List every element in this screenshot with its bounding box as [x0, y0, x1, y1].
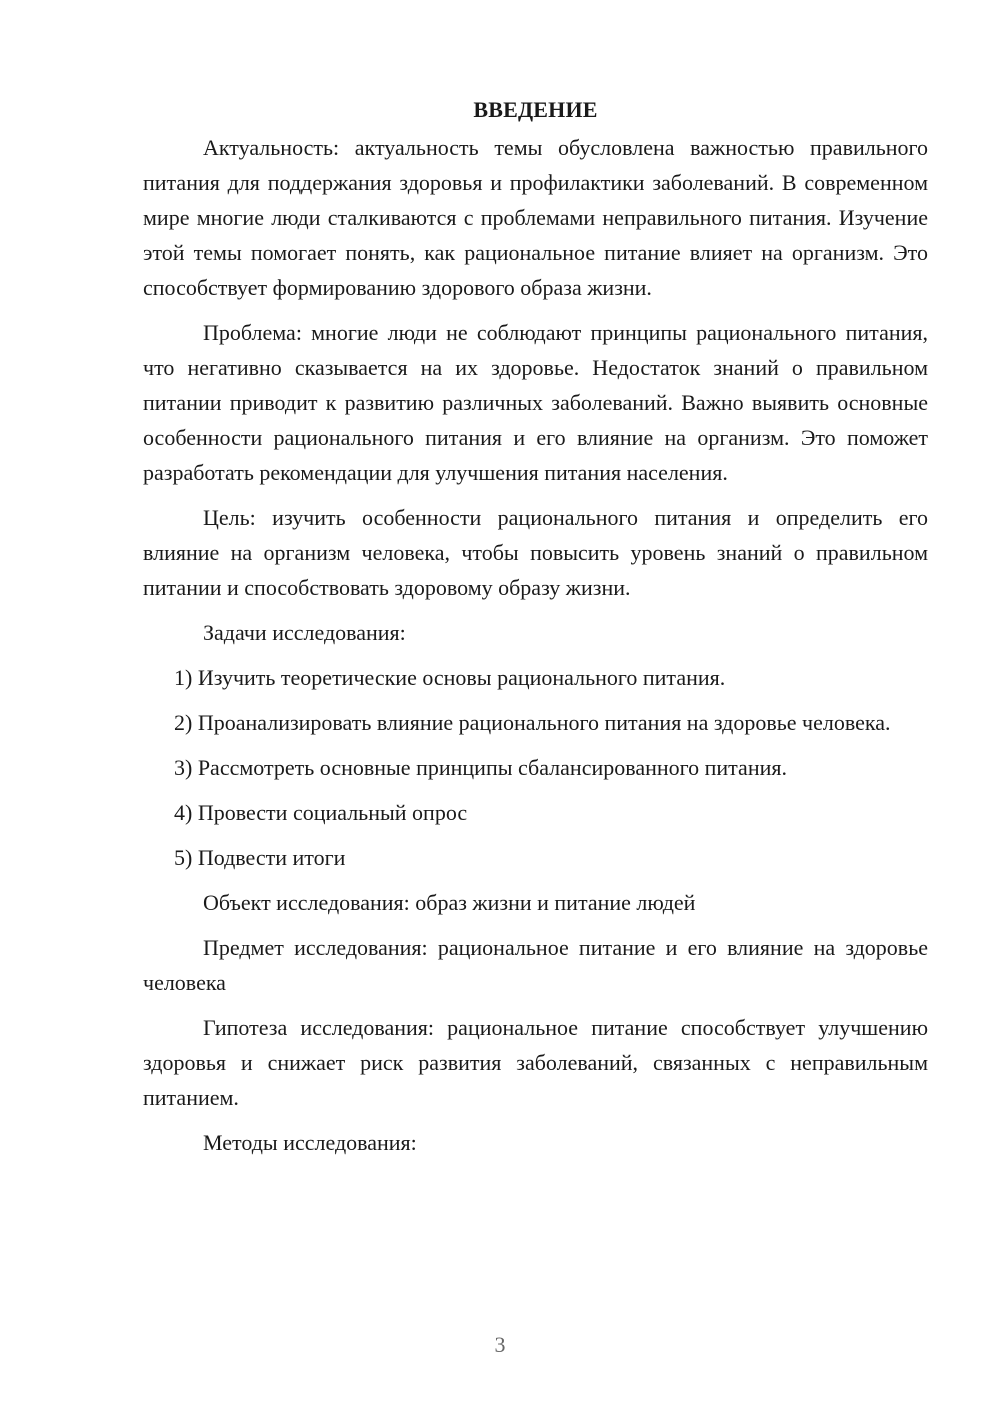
- page-number: 3: [494, 1332, 506, 1357]
- paragraph-subject: Предмет исследования: рациональное питание и его влияние на здоровье человека: [143, 935, 928, 995]
- paragraph-methods: Методы исследования:: [203, 1130, 417, 1155]
- list-item-task-2: 2) Проанализировать влияние рационального питания на здоровье человека.: [174, 710, 891, 735]
- paragraph-tasks-heading: Задачи исследования:: [203, 620, 406, 645]
- list-item-task-1: 1) Изучить теоретические основы рационального питания.: [174, 665, 726, 690]
- paragraph-problem: Проблема: многие люди не соблюдают принципы рационального питания, что негативно сказывается на их здоровье. Недостаток знаний о правильном питании приводит к развитию различных заболеваний. Важно выявить основные особенности рационального питания и его влияние на организм. Это поможет разработать рекомендации для улучшения питания населения.: [143, 320, 928, 485]
- list-item-task-3: 3) Рассмотреть основные принципы сбалансированного питания.: [174, 755, 787, 780]
- document-page: [143, 92, 928, 1170]
- paragraph-goal: Цель: изучить особенности рационального питания и определить его влияние на организм человека, чтобы повысить уровень знаний о правильном питании и способствовать здоровому образу жизни.: [143, 505, 928, 600]
- paragraph-object: Объект исследования: образ жизни и питание людей: [203, 890, 696, 915]
- paragraph-hypothesis: Гипотеза исследования: рациональное питание способствует улучшению здоровья и снижает риск развития заболеваний, связанных с неправильным питанием.: [143, 1015, 928, 1110]
- list-item-task-5: 5) Подвести итоги: [174, 845, 346, 870]
- list-item-task-4: 4) Провести социальный опрос: [174, 800, 468, 825]
- page-title: ВВЕДЕНИЕ: [473, 97, 598, 122]
- paragraph-relevance: Актуальность: актуальность темы обусловлена важностью правильного питания для поддержания здоровья и профилактики заболеваний. В современном мире многие люди сталкиваются с проблемами неправильного питания. Изучение этой темы помогает понять, как рациональное питание влияет на организм. Это способствует формированию здорового образа жизни.: [143, 135, 928, 300]
